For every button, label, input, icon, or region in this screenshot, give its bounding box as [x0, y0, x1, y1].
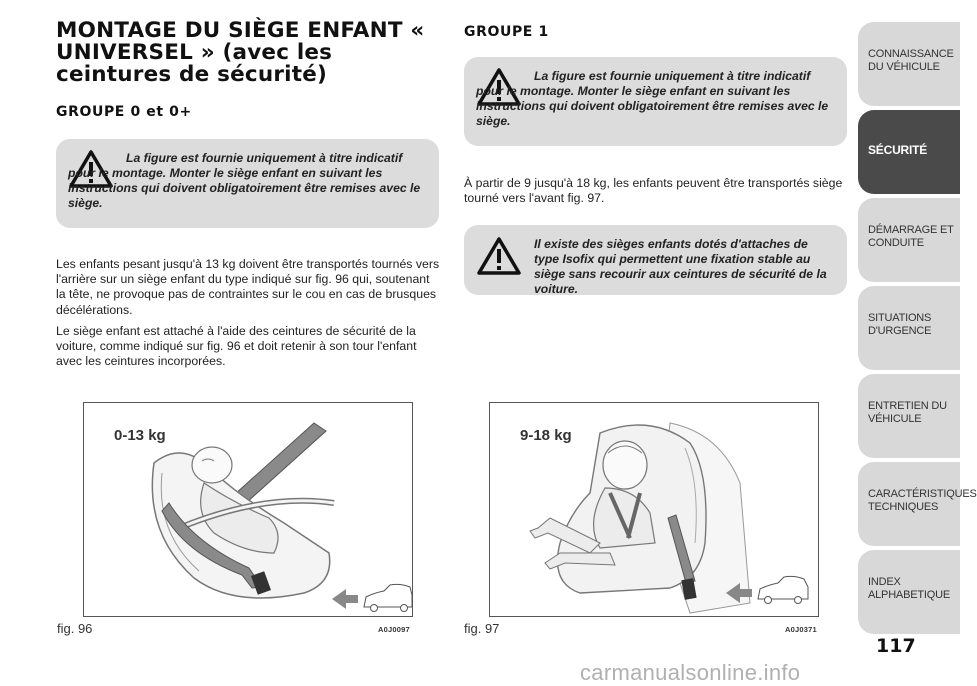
section-title-groupe-0: GROUPE 0 et 0+ — [56, 104, 192, 120]
body-text-left — [56, 257, 441, 375]
warning-box — [56, 139, 439, 228]
paragraph: Le siège enfant est attaché à l'aide des ceintures de sécurité de la voiture, comme indiqué sur fig. 96 et doit retenir à son tour l'enfant avec les ceintures incorporées. — [56, 323, 417, 369]
warning-box — [464, 225, 847, 295]
figure-97-image — [489, 402, 819, 617]
figure-caption: fig. 96 — [57, 621, 93, 636]
warning-text: La figure est fournie uniquement à titre indicatif pour le montage. Monter le siège enfant en suivant les instructions qui doivent obligatoirement être remises avec le siège. — [68, 151, 421, 210]
paragraph: À partir de 9 jusqu'à 18 kg, les enfants peuvent être transportés siège tourné vers l'avant fig. 97. — [464, 176, 843, 206]
figure-weight-label: 9-18 kg — [520, 427, 572, 444]
watermark: carmanualsonline.info — [580, 660, 801, 685]
page-title: MONTAGE DU SIÈGE ENFANT « UNIVERSEL » (avec les ceintures de sécurité) — [56, 18, 425, 87]
tab-securite[interactable]: SÉCURITÉ — [858, 110, 960, 194]
page-number: 117 — [876, 635, 916, 657]
warning-text: Il existe des sièges enfants dotés d'attaches de type Isofix qui permettent une fixation stable au siège sans recourir aux ceintures de sécurité de la voiture. — [534, 237, 827, 296]
figure-code: A0J0371 — [785, 625, 817, 634]
body-text-right — [464, 176, 849, 212]
tab-situations-d-urgence[interactable]: SITUATIONS D'URGENCE — [858, 286, 960, 370]
figure-caption: fig. 97 — [464, 621, 500, 636]
tab-demarrage-et-conduite[interactable]: DÉMARRAGE ET CONDUITE — [858, 198, 960, 282]
warning-triangle-icon — [477, 237, 521, 275]
rear-facing-seat-illustration — [84, 403, 414, 618]
warning-text: La figure est fournie uniquement à titre indicatif pour le montage. Monter le siège enfant en suivant les instructions qui doivent obligatoirement être remises avec le siège. — [476, 69, 829, 128]
tab-entretien-du-vehicule[interactable]: ENTRETIEN DU VÉHICULE — [858, 374, 960, 458]
figure-code: A0J0097 — [378, 625, 410, 634]
tab-connaissance-du-vehicule[interactable]: CONNAISSANCE DU VÉHICULE — [858, 22, 960, 106]
section-title-groupe-1: GROUPE 1 — [464, 24, 549, 40]
warning-box — [464, 57, 847, 146]
paragraph: Les enfants pesant jusqu'à 13 kg doivent être transportés tournés vers l'arrière sur un siège enfant du type indiqué sur fig. 96 qui, soutenant la tête, ne provoque pas de contraintes sur le cou en cas de brusques décélérations. — [56, 257, 440, 317]
tab-index-alphabetique[interactable]: INDEX ALPHABETIQUE — [858, 550, 960, 634]
figure-96-image — [83, 402, 413, 617]
forward-facing-seat-illustration — [490, 403, 820, 618]
tab-caracteristiques-techniques[interactable]: CARACTÉRISTIQUES TECHNIQUES — [858, 462, 960, 546]
figure-weight-label: 0-13 kg — [114, 427, 166, 444]
